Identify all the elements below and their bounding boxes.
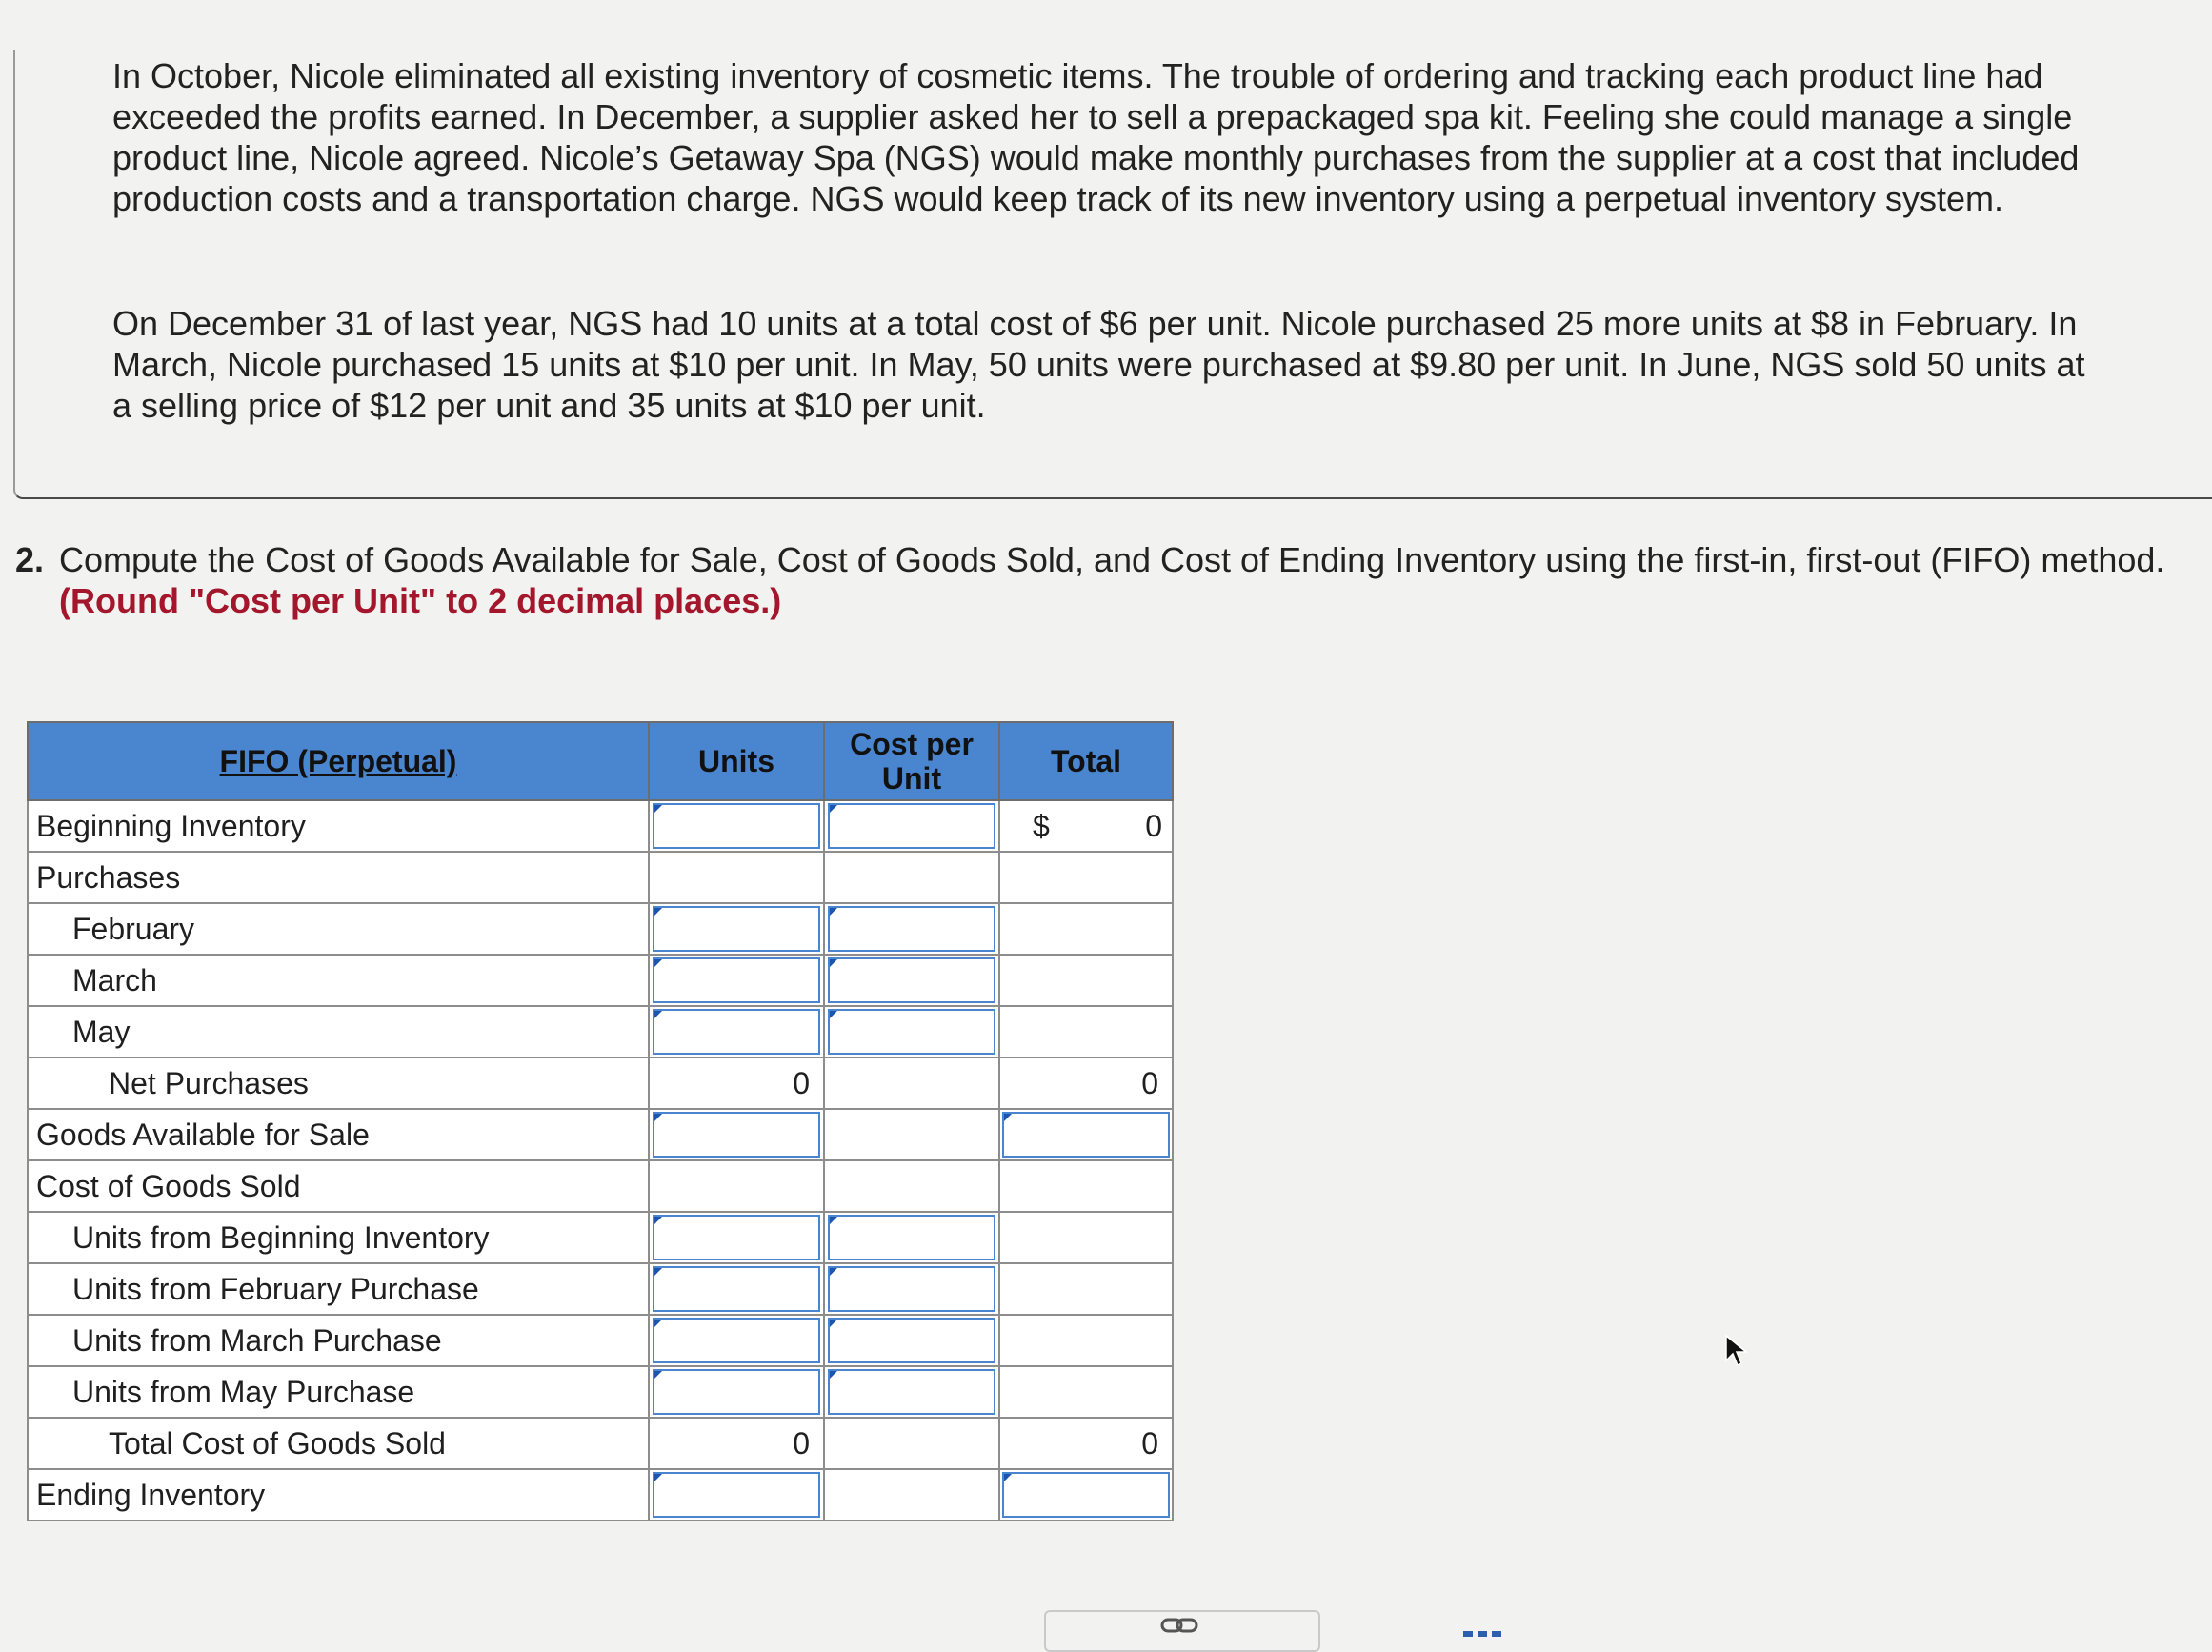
beginning-cost-per-unit-input[interactable] bbox=[828, 803, 995, 849]
row-may bbox=[28, 1006, 1173, 1058]
question-2 bbox=[15, 539, 2197, 620]
cogs-february-units-input[interactable] bbox=[653, 1266, 820, 1312]
row-total-cogs bbox=[28, 1418, 1173, 1469]
header-cost-per-unit: Cost per Unit bbox=[824, 722, 999, 800]
fifo-perpetual-table bbox=[27, 721, 1174, 1521]
total-cogs-total-value: 0 bbox=[1141, 1425, 1158, 1461]
rounding-hint: (Round "Cost per Unit" to 2 decimal places.) bbox=[59, 581, 782, 620]
row-units-february bbox=[28, 1263, 1173, 1315]
goods-available-total-input[interactable] bbox=[1002, 1112, 1170, 1158]
goods-available-units-input[interactable] bbox=[653, 1112, 820, 1158]
row-label: February bbox=[28, 903, 649, 955]
row-label: Goods Available for Sale bbox=[28, 1109, 649, 1160]
row-label: Total Cost of Goods Sold bbox=[28, 1418, 649, 1469]
cogs-beginning-cost-input[interactable] bbox=[828, 1215, 995, 1260]
row-units-may bbox=[28, 1366, 1173, 1418]
link-icon[interactable] bbox=[1160, 1616, 1198, 1635]
february-units-input[interactable] bbox=[653, 906, 820, 952]
row-cogs bbox=[28, 1160, 1173, 1212]
beginning-total-value: 0 bbox=[1145, 808, 1162, 843]
row-label: Purchases bbox=[28, 852, 649, 903]
row-label: Cost of Goods Sold bbox=[28, 1160, 649, 1212]
fifo-perpetual-link[interactable]: FIFO (Perpetual) bbox=[219, 744, 457, 778]
row-units-march bbox=[28, 1315, 1173, 1366]
cogs-march-cost-input[interactable] bbox=[828, 1318, 995, 1363]
header-units: Units bbox=[649, 722, 824, 800]
ending-inventory-units-input[interactable] bbox=[653, 1472, 820, 1518]
currency-symbol: $ bbox=[1033, 808, 1050, 843]
row-purchases bbox=[28, 852, 1173, 903]
row-label: Units from February Purchase bbox=[28, 1263, 649, 1315]
march-cost-per-unit-input[interactable] bbox=[828, 957, 995, 1003]
row-beginning-inventory bbox=[28, 800, 1173, 852]
row-label: Ending Inventory bbox=[28, 1469, 649, 1521]
row-label: Units from Beginning Inventory bbox=[28, 1212, 649, 1263]
more-dots-icon[interactable] bbox=[1463, 1631, 1501, 1637]
cogs-may-cost-input[interactable] bbox=[828, 1369, 995, 1415]
row-label: Net Purchases bbox=[28, 1058, 649, 1109]
cogs-march-units-input[interactable] bbox=[653, 1318, 820, 1363]
may-units-input[interactable] bbox=[653, 1009, 820, 1055]
cogs-beginning-units-input[interactable] bbox=[653, 1215, 820, 1260]
row-net-purchases bbox=[28, 1058, 1173, 1109]
header-total: Total bbox=[999, 722, 1173, 800]
row-label: Units from March Purchase bbox=[28, 1315, 649, 1366]
row-march bbox=[28, 955, 1173, 1006]
row-label: Beginning Inventory bbox=[28, 800, 649, 852]
question-number: 2. bbox=[15, 540, 45, 579]
cogs-may-units-input[interactable] bbox=[653, 1369, 820, 1415]
ending-inventory-total-input[interactable] bbox=[1002, 1472, 1170, 1518]
may-cost-per-unit-input[interactable] bbox=[828, 1009, 995, 1055]
case-paragraph-1: In October, Nicole eliminated all existing inventory of cosmetic items. The trouble of ordering and tracking each product line had exceeded the profits earned. In December, a supplier asked her to sell a prepackaged spa kit. Feeling she could manage a single product line, Nicole agreed. Nicole’s Getaway Spa (NGS) would make monthly purchases from the supplier at a cost that included production costs and a transportation charge. NGS would keep track of its new inventory using a perpetual inventory system. bbox=[112, 56, 2080, 218]
row-goods-available bbox=[28, 1109, 1173, 1160]
case-paragraph-2: On December 31 of last year, NGS had 10 units at a total cost of $6 per unit. Nicole purchased 25 more units at $8 in February. In March, Nicole purchased 15 units at $10 per unit. In May, 50 units were purchased at $9.80 per unit. In June, NGS sold 50 units at a selling price of $12 per unit and 35 units at $10 per unit. bbox=[112, 304, 2085, 425]
cogs-february-cost-input[interactable] bbox=[828, 1266, 995, 1312]
net-purchases-total-value: 0 bbox=[1141, 1065, 1158, 1100]
row-units-beginning bbox=[28, 1212, 1173, 1263]
row-label: May bbox=[28, 1006, 649, 1058]
total-cogs-units-value: 0 bbox=[793, 1425, 810, 1461]
row-ending-inventory bbox=[28, 1469, 1173, 1521]
row-label: March bbox=[28, 955, 649, 1006]
net-purchases-units-value: 0 bbox=[793, 1065, 810, 1100]
row-label: Units from May Purchase bbox=[28, 1366, 649, 1418]
mouse-cursor-icon bbox=[1724, 1334, 1749, 1368]
question-text: Compute the Cost of Goods Available for Sale, Cost of Goods Sold, and Cost of Ending Inventory using the first-in, first-out (FIFO) method. bbox=[59, 540, 2165, 579]
beginning-units-input[interactable] bbox=[653, 803, 820, 849]
header-fifo-perpetual bbox=[28, 722, 649, 800]
february-cost-per-unit-input[interactable] bbox=[828, 906, 995, 952]
march-units-input[interactable] bbox=[653, 957, 820, 1003]
row-february bbox=[28, 903, 1173, 955]
